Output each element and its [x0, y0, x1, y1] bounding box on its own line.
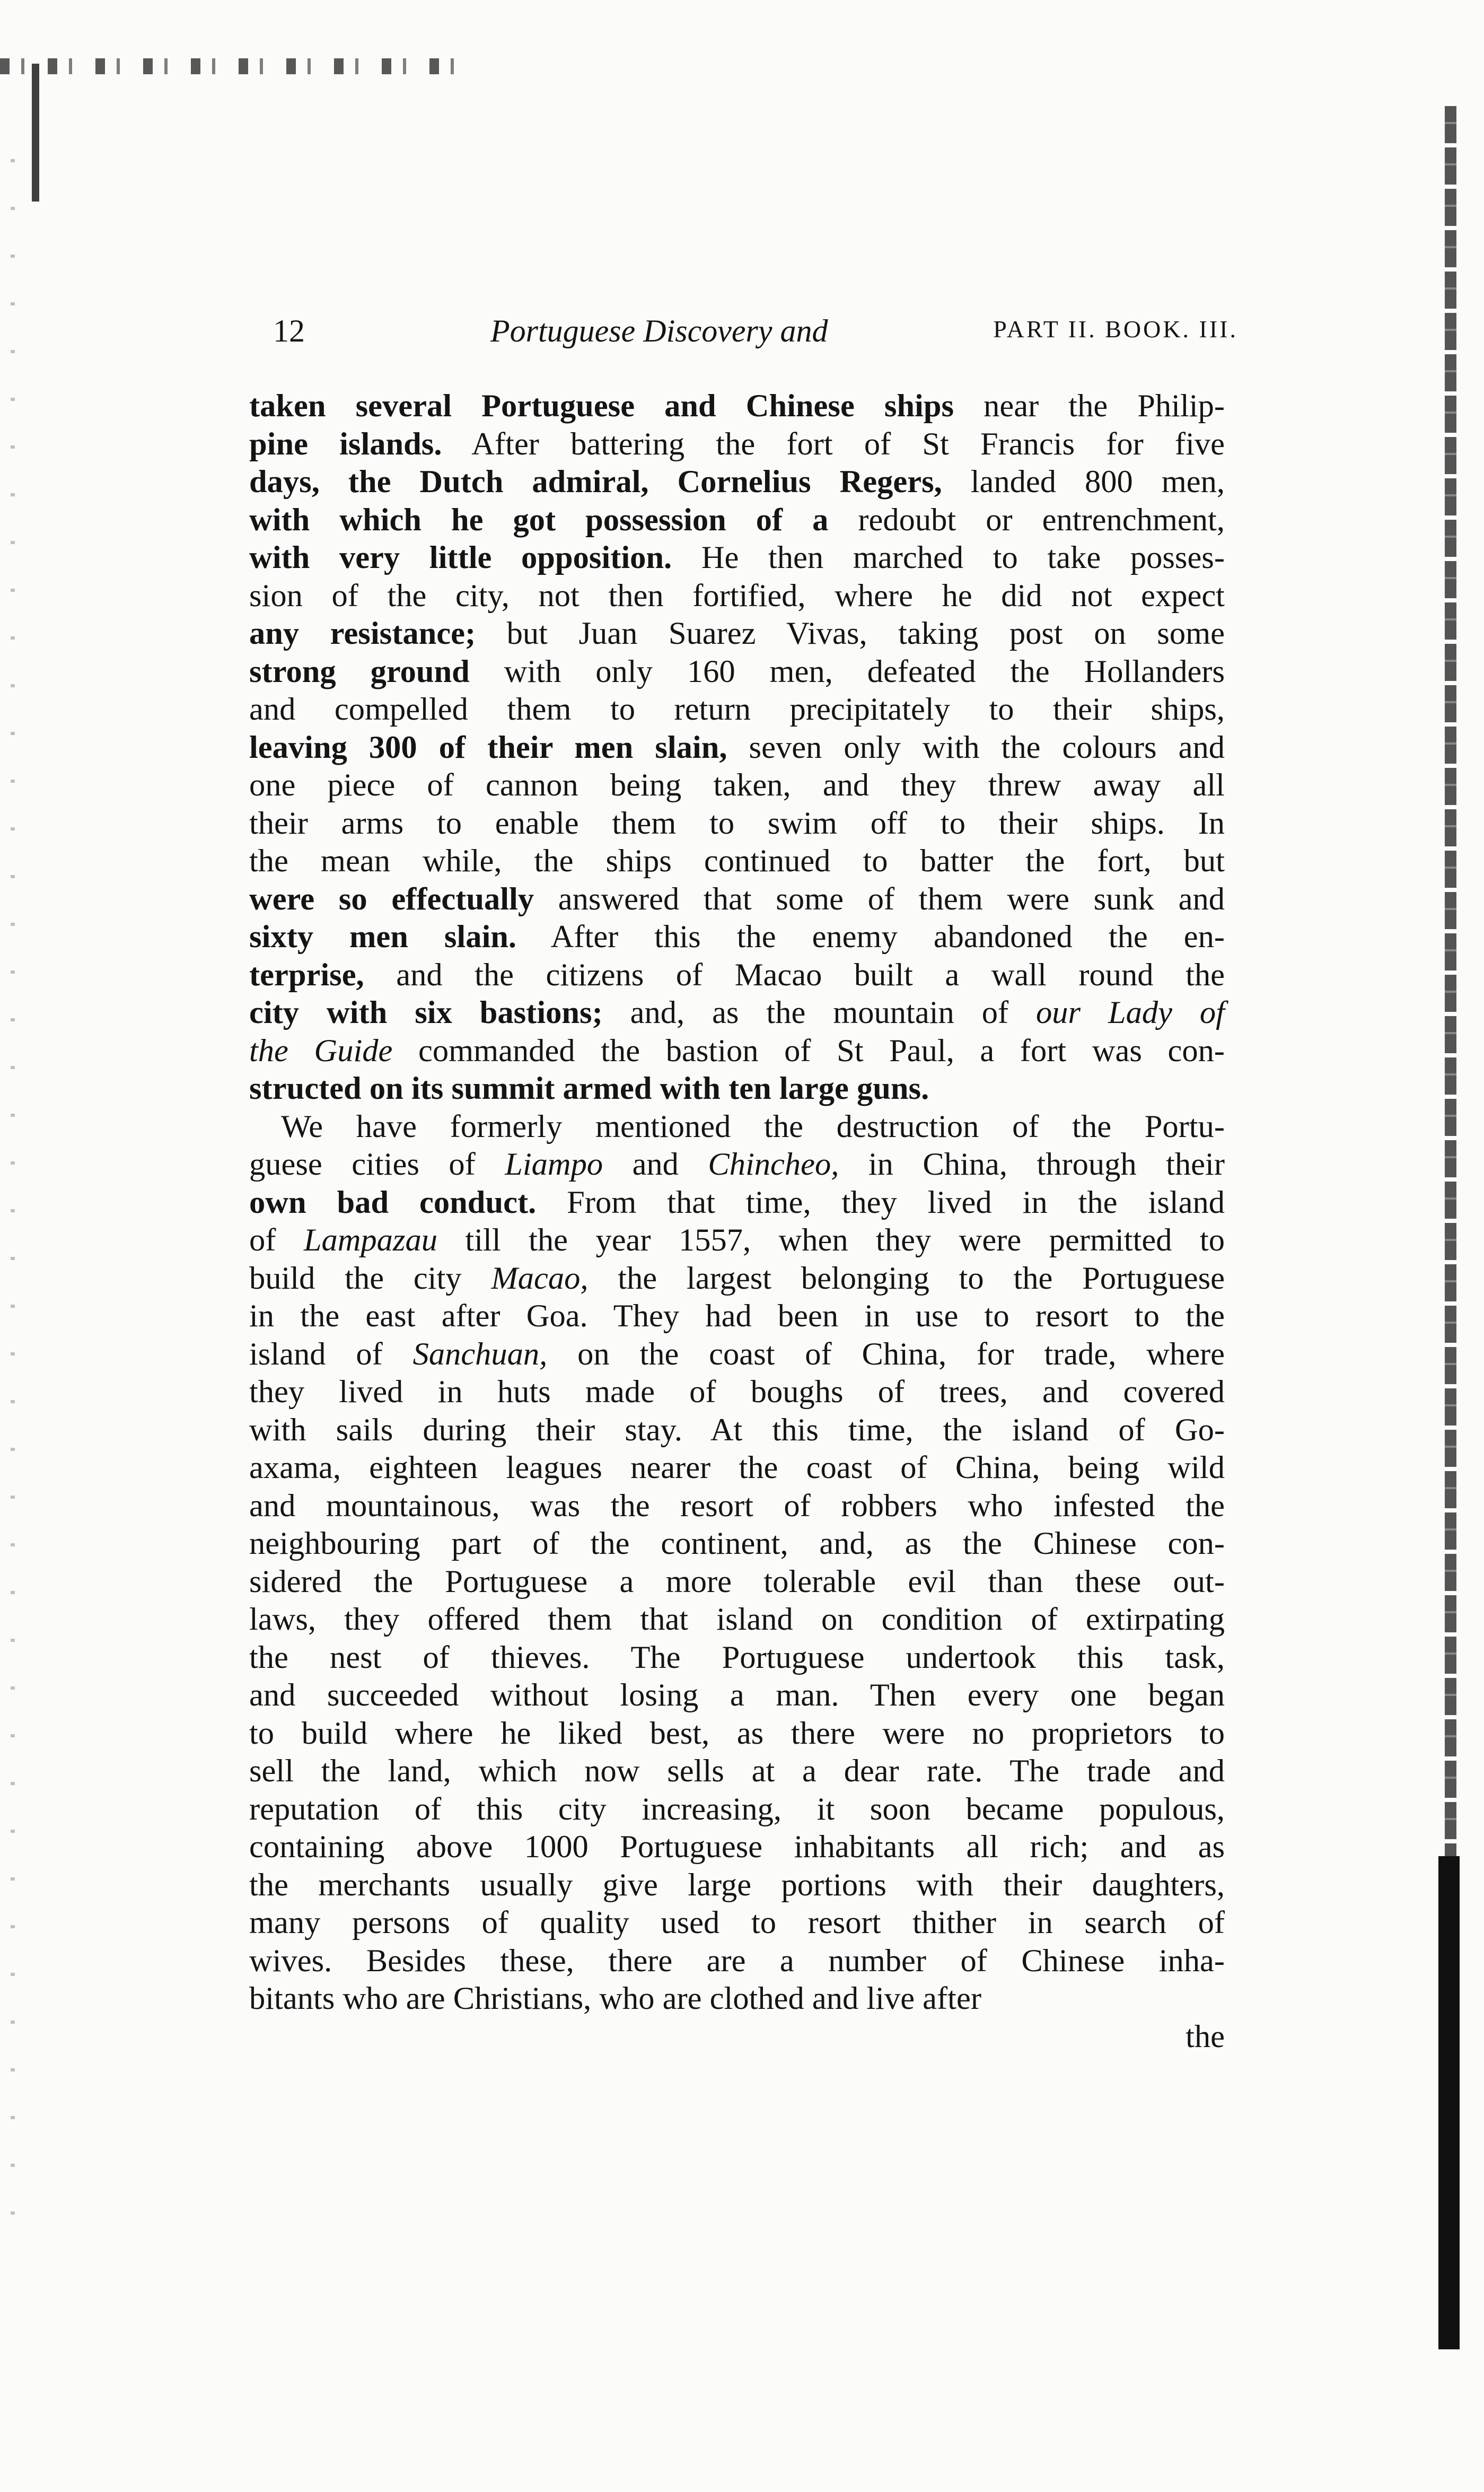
text-line — [249, 539, 1225, 577]
text-segment: leaving 300 of their men slain, — [249, 729, 727, 765]
text-line — [249, 1525, 1225, 1563]
text-segment: the merchants usually give large portions with their daughters, — [249, 1867, 1225, 1903]
text-segment: containing above 1000 Portuguese inhabitants all rich; and as — [249, 1829, 1225, 1865]
text-segment: structed on its summit armed with ten large guns. — [249, 1071, 929, 1106]
text-segment: build the city — [249, 1260, 491, 1296]
text-segment: He then marched to take posses- — [672, 540, 1225, 575]
text-line — [249, 1942, 1225, 1980]
text-segment: redoubt or entrenchment, — [828, 502, 1225, 538]
page-number: 12 — [273, 313, 305, 348]
text-segment: After this the enemy abandoned the en- — [516, 919, 1225, 955]
text-segment: Macao, — [491, 1260, 589, 1296]
text-segment: commanded the bastion of St Paul, a fort was con- — [392, 1033, 1225, 1069]
text-line — [249, 1676, 1225, 1715]
text-segment: pine islands. — [249, 426, 442, 462]
text-segment: their arms to enable them to swim off to their ships. In — [249, 805, 1225, 841]
text-line — [249, 1108, 1225, 1146]
text-line — [249, 1260, 1225, 1298]
text-line — [249, 918, 1225, 956]
text-line — [249, 1487, 1225, 1525]
text-line — [249, 425, 1225, 464]
text-line — [249, 880, 1225, 919]
text-line — [249, 994, 1225, 1032]
text-segment: landed 800 men, — [942, 464, 1225, 500]
text-line — [249, 653, 1225, 691]
text-segment: island of — [249, 1336, 413, 1372]
text-segment: days, the Dutch admiral, Cornelius Regers, — [249, 464, 942, 500]
part-book-label: PART II. BOOK. III. — [993, 316, 1238, 343]
text-line — [249, 577, 1225, 615]
text-segment: with very little opposition. — [249, 540, 672, 575]
text-segment: seven only with the colours and — [727, 729, 1225, 765]
text-segment: sidered the Portuguese a more tolerable evil than these out- — [249, 1563, 1225, 1599]
text-line — [249, 1411, 1225, 1449]
text-line — [249, 1904, 1225, 1942]
text-line — [249, 1828, 1225, 1866]
text-line — [249, 1335, 1225, 1374]
text-segment: sell the land, which now sells at a dear rate. The trade and — [249, 1753, 1225, 1789]
text-segment: the nest of thieves. The Portuguese undertook this task, — [249, 1639, 1225, 1675]
text-segment: taken several Portuguese and Chinese ships — [249, 388, 954, 424]
text-segment: near the Philip- — [954, 388, 1225, 424]
text-segment: of — [249, 1222, 304, 1258]
text-segment: with sails during their stay. At this time, the island of Go- — [249, 1412, 1225, 1448]
text-segment: till the year 1557, when they were permitted to — [437, 1222, 1225, 1258]
text-segment: sixty men slain. — [249, 919, 517, 955]
text-segment: but Juan Suarez Vivas, taking post on some — [476, 616, 1225, 651]
text-segment: and, as the mountain of — [602, 995, 1037, 1030]
text-line — [249, 1752, 1225, 1790]
text-segment: laws, they offered them that island on condition of extirpating — [249, 1602, 1225, 1637]
text-line — [249, 1980, 1225, 2018]
running-title: Portuguese Discovery and — [490, 313, 828, 348]
text-segment: answered that some of them were sunk and — [534, 881, 1225, 917]
text-segment: We have formerly mentioned the destruction of the Portu- — [281, 1108, 1225, 1144]
text-segment: From that time, they lived in the island — [536, 1184, 1225, 1220]
text-segment: in China, through their — [839, 1147, 1225, 1182]
text-segment: to build where he liked best, as there were no proprietors to — [249, 1715, 1225, 1751]
text-segment: with only 160 men, defeated the Hollanders — [469, 653, 1225, 689]
text-segment: Chincheo, — [708, 1147, 839, 1182]
text-line — [249, 842, 1225, 880]
text-line — [249, 1866, 1225, 1904]
text-segment: Liampo — [505, 1147, 603, 1182]
text-line — [249, 729, 1225, 767]
text-line — [249, 1184, 1225, 1222]
text-segment: our Lady of — [1036, 995, 1225, 1030]
text-segment: and — [603, 1147, 708, 1182]
scan-edge-artifact-left — [32, 64, 39, 202]
text-segment: and compelled them to return precipitately to their ships, — [249, 692, 1225, 727]
text-segment: city with six bastions; — [249, 995, 603, 1030]
text-line — [249, 690, 1225, 729]
text-line — [249, 615, 1225, 653]
text-segment: wives. Besides these, there are a number of Chinese inha- — [249, 1943, 1225, 1979]
text-segment: sion of the city, not then fortified, where he did not expect — [249, 578, 1225, 614]
scan-edge-artifact-right — [1445, 106, 1456, 2068]
text-segment: neighbouring part of the continent, and, as the Chinese con- — [249, 1526, 1225, 1561]
text-line — [249, 463, 1225, 501]
text-line — [249, 1297, 1225, 1335]
catchword: the — [1186, 2018, 1225, 2054]
text-line — [249, 1032, 1225, 1070]
text-segment: bitants who are Christians, who are clothed and live after — [249, 1981, 981, 2016]
text-segment: reputation of this city increasing, it soon became populous, — [249, 1791, 1225, 1827]
text-line — [249, 766, 1225, 805]
text-segment: one piece of cannon being taken, and they threw away all — [249, 767, 1225, 803]
text-segment: and the citizens of Macao built a wall round the — [364, 957, 1225, 993]
text-segment: and succeeded without losing a man. Then every one began — [249, 1677, 1225, 1713]
text-segment: After battering the fort of St Francis for five — [442, 426, 1225, 462]
text-segment: they lived in huts made of boughs of trees, and covered — [249, 1374, 1225, 1410]
text-line — [249, 1449, 1225, 1487]
scan-edge-bar-right — [1438, 1856, 1460, 2349]
text-segment: and mountainous, was the resort of robbers who infested the — [249, 1488, 1225, 1524]
text-line — [249, 1146, 1225, 1184]
text-segment: any resistance; — [249, 616, 476, 651]
page-header — [273, 313, 1238, 361]
text-segment: guese cities of — [249, 1147, 505, 1182]
text-segment: many persons of quality used to resort thither in search of — [249, 1905, 1225, 1940]
text-line — [249, 1070, 1225, 1108]
text-segment: were so effectually — [249, 881, 534, 917]
text-line — [249, 805, 1225, 843]
text-segment: strong ground — [249, 653, 470, 689]
scan-edge-dots-left — [11, 159, 15, 2227]
text-segment: the Guide — [249, 1033, 393, 1069]
text-line — [249, 1563, 1225, 1601]
text-segment: with which he got possession of a — [249, 502, 829, 538]
text-segment: own bad conduct. — [249, 1184, 537, 1220]
text-line — [249, 1639, 1225, 1677]
text-line — [249, 387, 1225, 425]
text-segment: in the east after Goa. They had been in use to resort to the — [249, 1298, 1225, 1334]
text-segment: on the coast of China, for trade, where — [547, 1336, 1225, 1372]
text-line — [249, 956, 1225, 994]
text-line — [249, 1715, 1225, 1753]
text-line — [249, 1221, 1225, 1260]
text-line — [249, 501, 1225, 539]
text-line — [249, 1790, 1225, 1829]
text-segment: Sanchuan, — [412, 1336, 548, 1372]
text-line — [249, 1373, 1225, 1411]
text-segment: terprise, — [249, 957, 364, 993]
text-segment: axama, eighteen leagues nearer the coast of China, being wild — [249, 1450, 1225, 1485]
body-text — [249, 387, 1225, 2056]
text-line — [249, 1601, 1225, 1639]
text-segment: Lampazau — [303, 1222, 437, 1258]
text-segment: the largest belonging to the Portuguese — [588, 1260, 1225, 1296]
text-segment: the mean while, the ships continued to batter the fort, but — [249, 843, 1225, 879]
scan-edge-artifact-top — [0, 58, 477, 74]
